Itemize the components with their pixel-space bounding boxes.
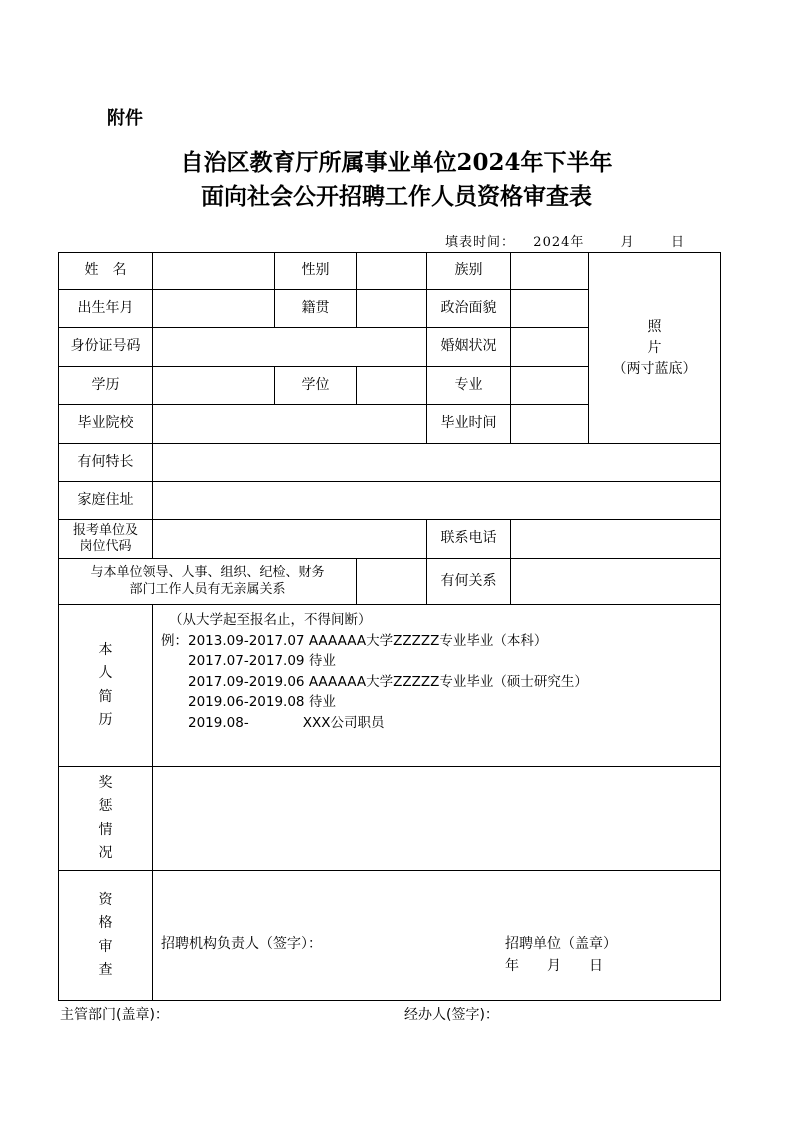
gender-label: 性别 [275, 253, 357, 290]
resume-line: 2019.06-2019.08 待业 [161, 694, 336, 711]
resume-label-char: 简 [98, 688, 113, 705]
handler-sign: 经办人(签字)： [404, 1007, 499, 1023]
marital-status-label: 婚姻状况 [427, 328, 511, 367]
resume-line: （从大学起至报名止，不得间断） [169, 612, 372, 628]
review-label-char: 查 [98, 961, 113, 978]
fill-time-label: 填表时间： [445, 235, 516, 250]
marital-status-field[interactable] [511, 328, 589, 367]
graduate-school-field[interactable] [153, 405, 427, 444]
awards-label [59, 767, 153, 871]
photo-label-3: （两寸蓝底） [612, 360, 697, 377]
contact-phone-field[interactable] [511, 520, 721, 559]
gender-field[interactable] [357, 253, 427, 290]
review-label-char: 格 [98, 915, 113, 932]
id-number-label: 身份证号码 [59, 328, 153, 367]
fill-day: 日 [670, 235, 685, 250]
degree-field[interactable] [357, 367, 427, 405]
id-number-field[interactable] [153, 328, 427, 367]
relation-field[interactable] [357, 559, 427, 605]
relation-label [59, 559, 357, 605]
relation-label-line-1: 与本单位领导、人事、组织、纪检、财务 [90, 565, 325, 581]
relation-label-line-2: 部门工作人员有无亲属关系 [129, 581, 286, 597]
awards-label-char: 情 [98, 821, 113, 838]
resume-line: 2017.07-2017.09 待业 [161, 653, 336, 670]
ethnicity-label: 族别 [427, 253, 511, 290]
apply-unit-label [59, 520, 153, 559]
review-field[interactable] [153, 871, 721, 1001]
native-place-field[interactable] [357, 290, 427, 328]
graduate-time-field[interactable] [511, 405, 589, 444]
ethnicity-field[interactable] [511, 253, 589, 290]
major-label: 专业 [427, 367, 511, 405]
birth-label: 出生年月 [59, 290, 153, 328]
name-field[interactable] [153, 253, 275, 290]
education-label: 学历 [59, 367, 153, 405]
what-relation-field[interactable] [511, 559, 721, 605]
resume-label-char: 人 [98, 665, 113, 682]
education-field[interactable] [153, 367, 275, 405]
birth-field[interactable] [153, 290, 275, 328]
resume-line: 2017.09-2019.06 AAAAAA大学ZZZZZ专业毕业（硕士研究生） [161, 673, 588, 690]
awards-label-char: 奖 [98, 775, 113, 792]
awards-label-char: 惩 [98, 798, 113, 815]
unit-seal: 招聘单位（盖章） [505, 936, 617, 952]
form-title-line-2: 面向社会公开招聘工作人员资格审查表 [201, 183, 592, 210]
department-seal: 主管部门(盖章)： [60, 1007, 169, 1023]
review-date: 年 月 日 [505, 958, 603, 974]
qualification-review-table [58, 252, 721, 1001]
resume-label [59, 605, 153, 767]
fill-month: 月 [620, 235, 635, 250]
specialty-label: 有何特长 [59, 444, 153, 482]
graduate-time-label: 毕业时间 [427, 405, 511, 444]
degree-label: 学位 [275, 367, 357, 405]
review-label-char: 资 [98, 892, 113, 909]
resume-line: 例：2013.09-2017.07 AAAAAA大学ZZZZZ专业毕业（本科） [161, 632, 548, 649]
apply-unit-field[interactable] [153, 520, 427, 559]
resume-label-char: 本 [98, 642, 113, 659]
political-status-field[interactable] [511, 290, 589, 328]
review-label-char: 审 [98, 938, 113, 955]
photo-label-2: 片 [647, 339, 662, 356]
home-address-field[interactable] [153, 482, 721, 520]
contact-phone-label: 联系电话 [427, 520, 511, 559]
recruiter-sign: 招聘机构负责人（签字）： [161, 936, 322, 952]
resume-field[interactable] [153, 605, 721, 767]
fill-year: 2024年 [533, 235, 585, 250]
native-place-label: 籍贯 [275, 290, 357, 328]
resume-label-char: 历 [98, 711, 113, 728]
attachment-label: 附件 [107, 108, 143, 129]
review-label [59, 871, 153, 1001]
apply-unit-label-line-1: 报考单位及 [72, 522, 138, 538]
fill-time [445, 231, 685, 250]
home-address-label: 家庭住址 [59, 482, 153, 520]
political-status-label: 政治面貌 [427, 290, 511, 328]
name-label: 姓 名 [59, 253, 153, 290]
apply-unit-label-line-2: 岗位代码 [79, 539, 132, 554]
form-title-line-1: 自治区教育厅所属事业单位2024年下半年 [180, 149, 613, 176]
resume-line: 2019.08- XXX公司职员 [161, 714, 385, 731]
awards-label-char: 况 [98, 844, 113, 861]
what-relation-label: 有何关系 [427, 559, 511, 605]
photo-box[interactable] [589, 253, 721, 444]
awards-field[interactable] [153, 767, 721, 871]
specialty-field[interactable] [153, 444, 721, 482]
graduate-school-label: 毕业院校 [59, 405, 153, 444]
photo-label-1: 照 [647, 318, 662, 335]
major-field[interactable] [511, 367, 589, 405]
